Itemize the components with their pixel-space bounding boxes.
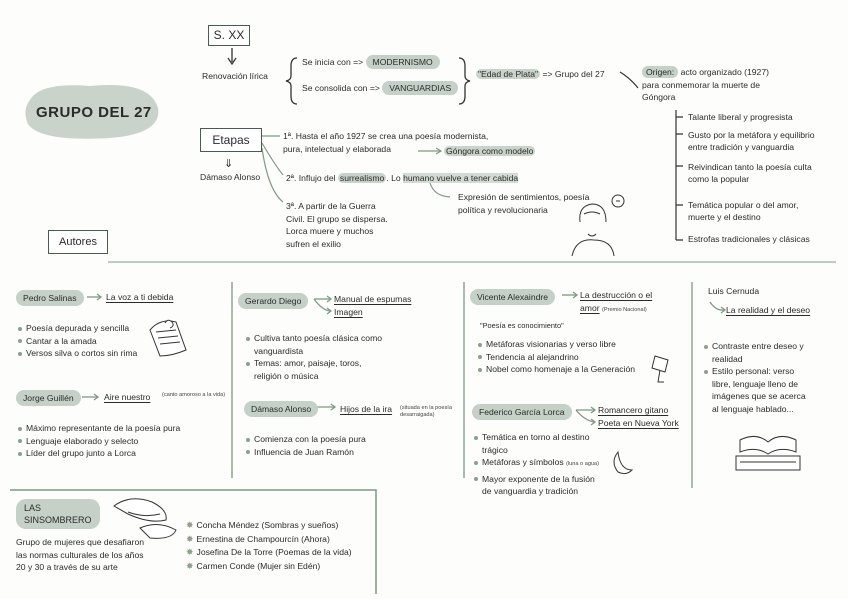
diego-name: Gerardo Diego <box>238 293 308 309</box>
sinsombrero-members: ✸ Concha Méndez (Sombras y sueños) ✸ Ernestina de Champourcín (Ahora) ✸ Josefina De la Torre (Poemas de la vida) ✸ Carmen Conde (Mujer sin Edén) <box>186 520 352 571</box>
se-inicia: Se inicia con => MODERNISMO <box>302 56 440 68</box>
trait-6: Temática popular o del amor, <box>688 199 799 210</box>
lorca-bullets: Temática en torno al destino trágico Metáforas y símbolos (luna o agua) Mayor exponente de la fusión de vanguardia y tradición <box>474 431 599 498</box>
etapa-2-sub: Expresión de sentimientos, poesía política y revolucionaria <box>458 192 590 215</box>
sinsombrero-title: LAS SINSOMBRERO <box>16 499 100 529</box>
diego-bullets: Cultiva tanto poesía clásica como vanguardista Temas: amor, paisaje, toros, religión o música <box>246 332 382 382</box>
trophy-illustration <box>652 356 668 382</box>
aleixandre-name: Vicente Alexaindre <box>470 289 555 305</box>
autores-box: Autores <box>48 230 108 254</box>
damaso-author-name: Dámaso Alonso <box>244 401 318 417</box>
guillen-bullets: Máximo representante de la poesía pura Lenguaje elaborado y selecto Líder del grupo junto a Lorca <box>18 422 180 460</box>
trait-2: Gusto por la metáfora y equilibrio <box>688 129 815 140</box>
edad-plata: "Edad de Plata" => Grupo del 27 <box>478 69 605 79</box>
cernuda-bullets: Contraste entre deseo y realidad Estilo personal: verso libre, lenguaje lleno de imágenes que se acerca al lenguaje hablado... <box>704 340 806 415</box>
guillen-note: (canto amoroso a la vida) <box>162 392 226 398</box>
trait-8: Estrofas tradicionales y clásicas <box>688 233 810 244</box>
cernuda-work: La realidad y el deseo <box>726 305 811 315</box>
letter-illustration <box>150 320 186 356</box>
salinas-bullets: Poesía depurada y sencilla Cantar a la amada Versos silva o cortos sin rima <box>18 322 137 360</box>
aleixandre-quote: "Poesía es conocimiento" <box>480 321 564 330</box>
salinas-name: Pedro Salinas <box>16 290 84 306</box>
left-brace <box>286 58 297 104</box>
modernismo-pill: MODERNISMO <box>366 55 440 69</box>
damaso-arrow: ⇓ <box>224 158 234 170</box>
sxx-box: S. XX <box>208 25 250 46</box>
lorca-work-2: Poeta en Nueva York <box>598 418 679 428</box>
damaso-work: Hijos de la ira <box>340 404 393 414</box>
trait-4: Reivindican tanto la poesía culta <box>688 161 812 172</box>
etapa-1-result: Góngora como modelo <box>446 146 534 156</box>
damaso-note: (situada en la poesía desarraigada) <box>400 405 452 418</box>
cernuda-name: Luis Cernuda <box>708 286 760 296</box>
diego-work-2: Imagen <box>334 307 363 317</box>
right-brace <box>459 58 470 104</box>
salinas-work: La voz a ti debida <box>106 292 174 302</box>
diego-work-1: Manual de espumas <box>334 294 412 304</box>
vanguardias-pill: VANGUARDIAS <box>382 81 458 95</box>
moon-illustration <box>614 452 632 474</box>
guillen-name: Jorge Guillén <box>16 390 81 406</box>
trait-1: Talante liberal y progresista <box>688 112 793 122</box>
lorca-work-1: Romancero gitano <box>598 405 669 415</box>
etapa-2: 2ª. Influjo del surrealismo . Lo humano vuelve a tener cabida <box>286 173 519 183</box>
guillen-work: Aire nuestro <box>104 392 151 402</box>
aleixandre-bullets: Metáforas visionarias y verso libre Tendencia al alejandrino Nobel como homenaje a la Generación <box>478 338 635 376</box>
renovacion-label: Renovación lírica <box>202 71 268 81</box>
books-illustration <box>736 436 800 470</box>
trait-7: muerte y el destino <box>688 212 761 222</box>
aleixandre-work-1: La destrucción o el <box>580 290 653 300</box>
etapas-box: Etapas <box>200 128 262 152</box>
etapa-3: 3ª. A partir de la Guerra Civil. El grupo se dispersa. Lorca muere y muchos sufren el exilio <box>286 201 388 249</box>
damaso-bullets: Comienza con la poesía pura Influencia de Juan Ramón <box>246 433 366 458</box>
traits-list <box>688 111 838 245</box>
se-consolida: Se consolida con => VANGUARDIAS <box>302 82 458 94</box>
trait-5: como la popular <box>688 174 750 184</box>
etapa-1: 1ª. Hasta el año 1927 se crea una poesía modernista, pura, intelectual y elaborada <box>283 131 489 154</box>
main-title: GRUPO DEL 27 <box>36 104 152 121</box>
aleixandre-work-2: amor (Premio Nacional) <box>580 303 647 313</box>
sinsombrero-desc: Grupo de mujeres que desafiaron las normas culturales de los años 20 y 30 a través de su arte <box>16 537 145 572</box>
damaso-label: Dámaso Alonso <box>200 172 261 182</box>
trait-3: entre tradición y vanguardia <box>688 142 795 152</box>
origen: Origen: acto organizado (1927) para conmemorar la muerte de Góngora <box>642 67 769 102</box>
hats-illustration <box>114 499 176 539</box>
lorca-name: Federico García Lorca <box>472 404 572 420</box>
